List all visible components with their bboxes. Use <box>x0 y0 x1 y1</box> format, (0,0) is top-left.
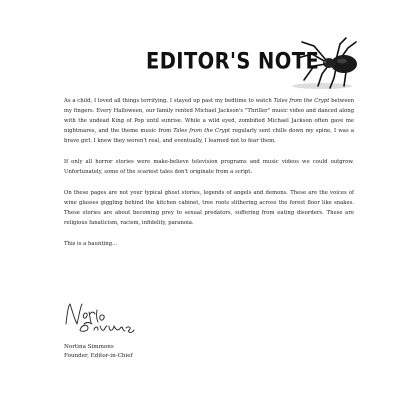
paragraph-3: On these pages are not your typical ghost stories, legends of angels and demons. These are the voices of wine glasses giggling behind the kitchen cabinet, tree roots slithering across the forest floor like snakes. These stories are about becoming prey to sexual predators, suffering from eating disorders. These are religious fanaticism, racism, infidelity, paranoia. <box>64 190 354 226</box>
paragraph-2: If only all horror stories were make-believe television programs and music videos we could outgrow. Unfortunately, some of the scariest tales don't originate from a script. <box>64 159 354 175</box>
page-header <box>0 36 401 96</box>
paragraph-1: As a child, I loved all things terrifying. I stayed up past my bedtime to watch Tales from the Crypt between my fingers. Every Halloween, our family rented Michael Jackson's "Thriller" music video and danced along with the undead King of Pop until sunrise. While a wild eyed, zombified Michael Jackson often gave me nightmares, and the theme music from Tales from the Crypt regularly sent chills down my spine, I was a brave girl. I knew they weren't real, and eventually, I learned not to fear them. <box>64 98 355 144</box>
show-title: Tales from the Crypt <box>273 98 330 104</box>
article-body <box>64 96 354 260</box>
show-title: Tales from the Crypt <box>173 128 231 134</box>
handwritten-signature <box>62 300 138 336</box>
paragraph-4: This is a haunting... <box>64 241 118 247</box>
spider-icon <box>284 36 364 92</box>
page-title: EDITOR'S NOTE <box>146 48 320 75</box>
editor-role: Founder, Editor-in-Chief <box>64 353 133 359</box>
editor-name: Nortina Simmons <box>64 344 114 350</box>
